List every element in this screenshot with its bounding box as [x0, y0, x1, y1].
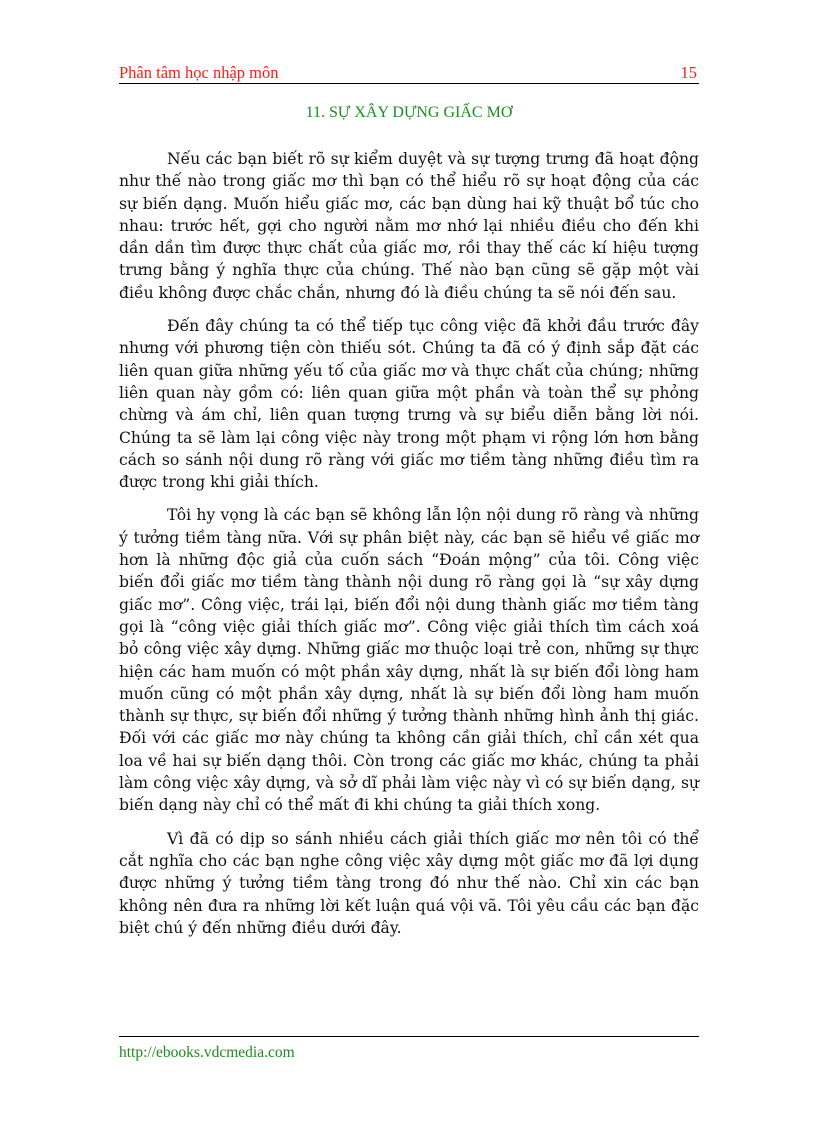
- paragraph-2: Đến đây chúng ta có thể tiếp tục công việc đã khởi đầu trước đây nhưng với phương tiện còn thiếu sót. Chúng ta đã có ý định sắp đặt các liên quan giữa những yếu tố của giấc mơ và thực chất của chúng; những liên quan này gồm có: liên quan giữa một phần và toàn thể sự phỏng chừng và ám chỉ, liên quan tượng trưng và sự biểu diễn bằng lời nói. Chúng ta sẽ làm lại công việc này trong một phạm vi rộng lớn hơn bằng cách so sánh nội dung rõ ràng với giấc mơ tiềm tàng những điều tìm ra được trong khi giải thích.: [119, 317, 699, 492]
- paragraph-4: Vì đã có dịp so sánh nhiều cách giải thích giấc mơ nên tôi có thể cắt nghĩa cho các bạn nghe công việc xây dựng một giấc mơ đã lợi dụng được những ý tưởng tiềm tàng trong đó như thế nào. Chỉ xin các bạn không nên đưa ra những lời kết luận quá vội vã. Tôi yêu cầu các bạn đặc biệt chú ý đến những điều dưới đây.: [119, 829, 699, 937]
- paragraph-3: Tôi hy vọng là các bạn sẽ không lẫn lộn nội dung rõ ràng và những ý tưởng tiềm tàng nữa. Với sự phân biệt này, các bạn sẽ hiểu về giấc mơ hơn là những độc giả của cuốn sách “Đoán mộng” của tôi. Công việc biến đổi giấc mơ tiềm tàng thành nội dung rõ ràng gọi là “sự xây dựng giấc mơ”. Công việc, trái lại, biến đổi nội dung thành giấc mơ tiềm tàng gọi là “công việc giải thích giấc mơ”. Công việc giải thích tìm cách xoá bỏ công việc xây dựng. Những giấc mơ thuộc loại trẻ con, những sự thực hiện các ham muốn có một phần xây dựng, nhất là sự biến đổi lòng ham muốn cũng có một phần xây dựng, nhất là sự biến đổi lòng ham muốn thành sự thực, sự biến đổi những ý tưởng thành những hình ảnh thị giác. Đối với các giấc mơ này chúng ta không cần giải thích, chỉ cần xét qua loa về hai sự biến dạng thôi. Còn trong các giấc mơ khác, chúng ta phải làm công việc xây dựng, và sở dĩ phải làm việc này vì có sự biến dạng, sự biến dạng này chỉ có thể mất đi khi chúng ta giải thích xong.: [119, 506, 699, 815]
- paragraph-1: Nếu các bạn biết rõ sự kiểm duyệt và sự tượng trưng đã hoạt động như thế nào trong giấc mơ thì bạn có thể hiểu rõ sự hoạt động của các sự biến dạng. Muốn hiểu giấc mơ, các bạn dùng hai kỹ thuật bổ túc cho nhau: trước hết, gợi cho người nằm mơ nhớ lại nhiều điều cho đến khi dần dần tìm được thực chất của giấc mơ, rồi thay thế các kí hiệu tượng trưng bằng ý nghĩa thực của chúng. Thế nào bạn cũng sẽ gặp một vài điều không được chắc chắn, nhưng đó là điều chúng ta sẽ nói đến sau.: [119, 150, 699, 302]
- footer-divider: [119, 1036, 699, 1037]
- body-text: [119, 148, 699, 950]
- book-title: Phân tâm học nhập môn: [119, 63, 279, 82]
- page-header: [119, 61, 699, 84]
- page-number: 15: [680, 63, 697, 82]
- footer-link[interactable]: http://ebooks.vdcmedia.com: [119, 1044, 295, 1061]
- chapter-title: 11. SỰ XÂY DỰNG GIẤC MƠ: [305, 104, 513, 121]
